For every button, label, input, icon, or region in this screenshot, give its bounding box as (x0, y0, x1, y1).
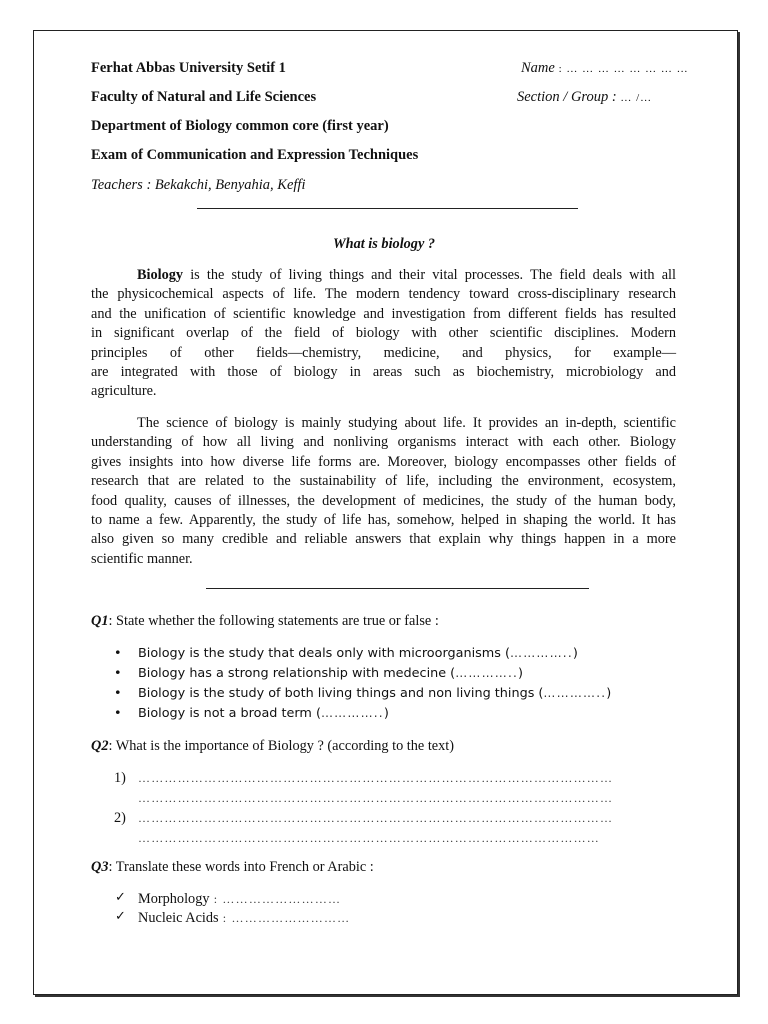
q1-bullet: • (114, 706, 122, 721)
q1-statement-4[interactable]: Biology is not a broad term (…………..) (138, 706, 389, 721)
paragraph-2-line: understanding of how all living and nonliving organisms interact with each other. Biology (91, 434, 676, 451)
paragraph-2-line: The science of biology is mainly studying about life. It provides an in-depth, scientific (137, 415, 676, 431)
name-field[interactable] (521, 60, 689, 77)
paragraph-1 (91, 266, 676, 402)
q3-label: Q3 (91, 859, 109, 875)
q3-item-morphology[interactable]: Morphology : ……………………… (138, 891, 342, 907)
q1-label: Q1 (91, 613, 109, 629)
paragraph-1-line: in significant overlap of the field of biology with other scientific disciplines. Modern (91, 325, 676, 342)
section-group-field[interactable] (517, 89, 652, 106)
paragraph-2-line: food quality, causes of illnesses, the development of medicines, the study of the human body, (91, 492, 676, 509)
q2-number-1: 1) (114, 770, 126, 786)
paragraph-1-line: the physicochemical aspects of life. The modern tendency toward cross-disciplinary research (91, 286, 676, 303)
university-name: Ferhat Abbas University Setif 1 (91, 60, 286, 76)
faculty-name: Faculty of Natural and Life Sciences (91, 89, 317, 105)
q2-prompt: Q2: What is the importance of Biology ? (according to the text) (91, 738, 455, 754)
section-dots: … /… (620, 92, 653, 104)
answer-blank[interactable]: : ……………………… (209, 892, 342, 906)
section-label: Section / Group : (517, 89, 621, 105)
paragraph-1-line: are integrated with those of biology in areas such as biochemistry, microbiology and (91, 363, 676, 380)
paragraph-1-line: and the unification of scientific knowledge and investigation from different fields has resulted (91, 305, 676, 322)
q1-bullet: • (114, 666, 122, 681)
department-name: Department of Biology common core (first year) (91, 118, 389, 134)
paragraph-2-line: research that are related to the sustainability of life, including the environment, ecosystem, (91, 473, 676, 490)
name-label: Name (521, 60, 555, 76)
exam-title: Exam of Communication and Expression Techniques (91, 147, 419, 163)
biology-bold-word: Biology (137, 267, 184, 283)
q2-answer-line-2[interactable]: ……………………………………………………………………………………………… (138, 791, 614, 805)
answer-blank[interactable]: ………….. (543, 686, 607, 700)
text-title: What is biology ? (332, 236, 436, 252)
text-divider (206, 588, 589, 589)
q2-answer-line-3[interactable]: ……………………………………………………………………………………………… (138, 811, 614, 825)
paragraph-1-line: principles of other fields—chemistry, medicine, and physics, for example— (91, 344, 676, 361)
q1-statement-1[interactable]: Biology is the study that deals only with microorganisms (…………..) (138, 646, 578, 661)
paragraph-2-line: gives insights into how diverse life forms are. Moreover, biology encompasses other fields of (91, 453, 676, 470)
q2-label: Q2 (91, 738, 109, 754)
q3-prompt: Q3: Translate these words into French or Arabic : (91, 859, 374, 875)
paragraph-2 (91, 414, 676, 569)
q2-answer-line-1[interactable]: ……………………………………………………………………………………………… (138, 771, 614, 785)
answer-blank[interactable]: : ……………………… (218, 911, 351, 925)
answer-blank[interactable]: ………….. (510, 646, 573, 660)
header-divider (197, 208, 578, 209)
answer-blank[interactable]: ………….. (320, 706, 384, 720)
q1-statement-2[interactable]: Biology has a strong relationship with medecine (…………..) (138, 666, 524, 681)
q1-bullet: • (114, 686, 122, 701)
q3-item-nucleic-acids[interactable]: Nucleic Acids : ……………………… (138, 910, 351, 926)
paragraph-1-line: Biology is the study of living things and their vital processes. The field deals with all (137, 267, 676, 283)
q1-bullet: • (114, 646, 122, 661)
paragraph-1-line: agriculture. (91, 383, 157, 400)
checkmark-icon: ✓ (115, 890, 126, 905)
name-dots: : … … … … … … … … (554, 63, 689, 75)
teachers-line: Teachers : Bekakchi, Benyahia, Keffi (91, 177, 306, 193)
paragraph-2-line: also given so many credible and reliable answers that explain why things happen in a more (91, 531, 676, 548)
q2-answer-line-4[interactable]: …………………………………………………………………………………………… (138, 831, 600, 845)
checkmark-icon: ✓ (115, 909, 126, 924)
paragraph-2-line: scientific manner. (91, 550, 193, 567)
q2-number-2: 2) (114, 810, 126, 826)
q1-prompt: Q1: State whether the following statements are true or false : (91, 613, 439, 629)
answer-blank[interactable]: ………….. (455, 666, 519, 680)
q1-statement-3[interactable]: Biology is the study of both living things and non living things (…………..) (138, 686, 612, 701)
paragraph-2-line: to name a few. Apparently, the study of life has, somehow, helped in shaping the world. It has (91, 511, 676, 528)
